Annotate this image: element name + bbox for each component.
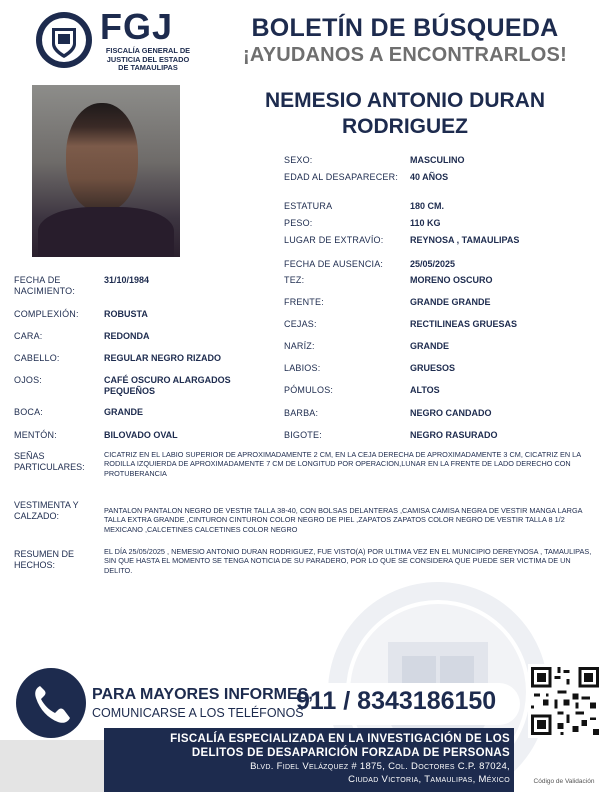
- field-label: SEXO:: [284, 155, 313, 165]
- field-value: REDONDA: [104, 331, 150, 341]
- field-label: FECHA DE NACIMIENTO:: [14, 275, 76, 296]
- field-value: REYNOSA , TAMAULIPAS: [410, 235, 520, 245]
- bulletin-subtitle: ¡AYUDANOS A ENCONTRARLOS!: [243, 44, 567, 66]
- org-name-line: FISCALÍA GENERAL DE: [105, 46, 191, 55]
- field-value: 110 KG: [410, 218, 441, 228]
- field-value: GRANDE: [410, 341, 450, 351]
- contact-phone-number[interactable]: 911 / 8343186150: [296, 687, 497, 715]
- resumen-label: RESUMEN DE HECHOS:: [14, 549, 75, 570]
- org-name-line: JUSTICIA DEL ESTADO: [106, 54, 190, 64]
- phone-icon: [16, 668, 86, 738]
- field-value: ALTOS: [410, 385, 440, 395]
- contact-line-1: PARA MAYORES INFORMES,: [92, 686, 313, 703]
- field-label: TEZ:: [284, 275, 305, 285]
- org-acronym: FGJ: [100, 6, 174, 47]
- field-value: MORENO OSCURO: [410, 275, 493, 285]
- phone-icon-glyph: [16, 668, 86, 738]
- field-value: CAFÉ OSCURO ALARGADOS PEQUEÑOS: [104, 375, 231, 396]
- field-label: LABIOS:: [284, 363, 321, 373]
- field-value: 31/10/1984: [104, 275, 150, 285]
- footer-line-1: FISCALÍA ESPECIALIZADA EN LA INVESTIGACIÓN DE LOS: [170, 733, 510, 745]
- field-label: ESTATURA: [284, 201, 333, 211]
- senas-text: CICATRIZ EN EL LABIO SUPERIOR DE APROXIMADAMENTE 2 CM, EN LA CEJA DERECHA DE APROXIMADAMENTE 3 CM, CICATRIZ EN LA RODILLA IZQUIERDA DE APROXIMADAMENTE 7 CM DE LONGITUD POR OPERACION,LUNAR EN LA FRENTE DE LADO DERECHO CON PROTUBERANCIA: [104, 450, 581, 478]
- field-value: NEGRO RASURADO: [410, 430, 498, 440]
- field-label: BIGOTE:: [284, 430, 322, 440]
- field-label: FRENTE:: [284, 297, 324, 307]
- field-label: LUGAR DE EXTRAVÍO:: [284, 235, 384, 245]
- field-label: BOCA:: [14, 407, 44, 417]
- field-value: GRUESOS: [410, 363, 456, 373]
- vestimenta-text: PANTALON PANTALON NEGRO DE VESTIR TALLA 38-40, CON BOLSAS DELANTERAS ,CAMISA CAMISA NEGRA DE VESTIR MANGA LARGA TALLA EXTRA GRANDE ,CINTURON CINTURON COLOR NEGRO DE PIEL ,ZAPATOS ZAPATOS COLOR NEGRO DE VESTIR TALLA 8 1/2 MEXICANO ,CALCETINES CALCETINES COLOR NEGRO: [104, 506, 583, 534]
- field-label: NARÍZ:: [284, 341, 315, 351]
- qr-code[interactable]: [528, 664, 602, 738]
- org-name-line: DE TAMAULIPAS: [118, 63, 178, 73]
- field-value: MASCULINO: [410, 155, 465, 165]
- person-name: NEMESIO ANTONIO DURAN RODRIGUEZ: [264, 89, 545, 138]
- field-label: OJOS:: [14, 375, 43, 385]
- field-value: RECTILINEAS GRUESAS: [410, 319, 518, 329]
- field-label: CABELLO:: [14, 353, 60, 363]
- qr-validation-label: Código de Validación: [533, 778, 595, 785]
- field-label: MENTÓN:: [14, 430, 57, 440]
- footer-address: Blvd. Fidel Velázquez # 1875, Col. Doctores C.P. 87024,: [250, 761, 510, 772]
- field-label: COMPLEXIÓN:: [14, 309, 79, 319]
- field-label: FECHA DE AUSENCIA:: [284, 259, 384, 269]
- footer-grey-block: [0, 740, 104, 792]
- footer-city: Ciudad Victoria, Tamaulipas, México: [348, 774, 510, 785]
- field-value: 180 CM.: [410, 201, 445, 211]
- field-value: NEGRO CANDADO: [410, 408, 492, 418]
- field-value: BILOVADO OVAL: [104, 430, 178, 440]
- senas-label: SEÑAS PARTICULARES:: [14, 451, 85, 472]
- bulletin-title: BOLETÍN DE BÚSQUEDA: [251, 14, 559, 42]
- photo-torso-shape: [38, 207, 174, 257]
- resumen-text: EL DÍA 25/05/2025 , NEMESIO ANTONIO DURAN RODRIGUEZ, FUE VISTO(A) POR ULTIMA VEZ EN EL MUNICIPIO DEREYNOSA , TAMAULIPAS, SIN QUE HASTA EL MOMENTO SE TENGA NOTICIA DE SU PARADERO, POR LO QUE SE CONSIDERA QUE PUEDE SER VICTIMA DE UN DELITO.: [104, 547, 592, 575]
- field-label: CEJAS:: [284, 319, 317, 329]
- field-label: CARA:: [14, 331, 43, 341]
- field-label: EDAD AL DESAPARECER:: [284, 172, 399, 182]
- field-value: 40 AÑOS: [410, 172, 449, 182]
- vestimenta-label: VESTIMENTA Y CALZADO:: [14, 500, 79, 521]
- field-value: GRANDE GRANDE: [410, 297, 491, 307]
- person-photo: [32, 85, 180, 257]
- field-label: BARBA:: [284, 408, 319, 418]
- field-value: 25/05/2025: [410, 259, 456, 269]
- field-value: GRANDE: [104, 407, 144, 417]
- fgj-shield-logo: [34, 10, 94, 70]
- footer-line-2: DELITOS DE DESAPARICIÓN FORZADA DE PERSONAS: [191, 747, 510, 759]
- field-value: ROBUSTA: [104, 309, 148, 319]
- field-label: PÓMULOS:: [284, 385, 334, 395]
- org-name: [98, 47, 198, 73]
- photo-head-shape: [66, 103, 138, 211]
- contact-line-2: COMUNICARSE A LOS TELÉFONOS: [92, 706, 304, 720]
- field-value: REGULAR NEGRO RIZADO: [104, 353, 221, 363]
- field-label: PESO:: [284, 218, 313, 228]
